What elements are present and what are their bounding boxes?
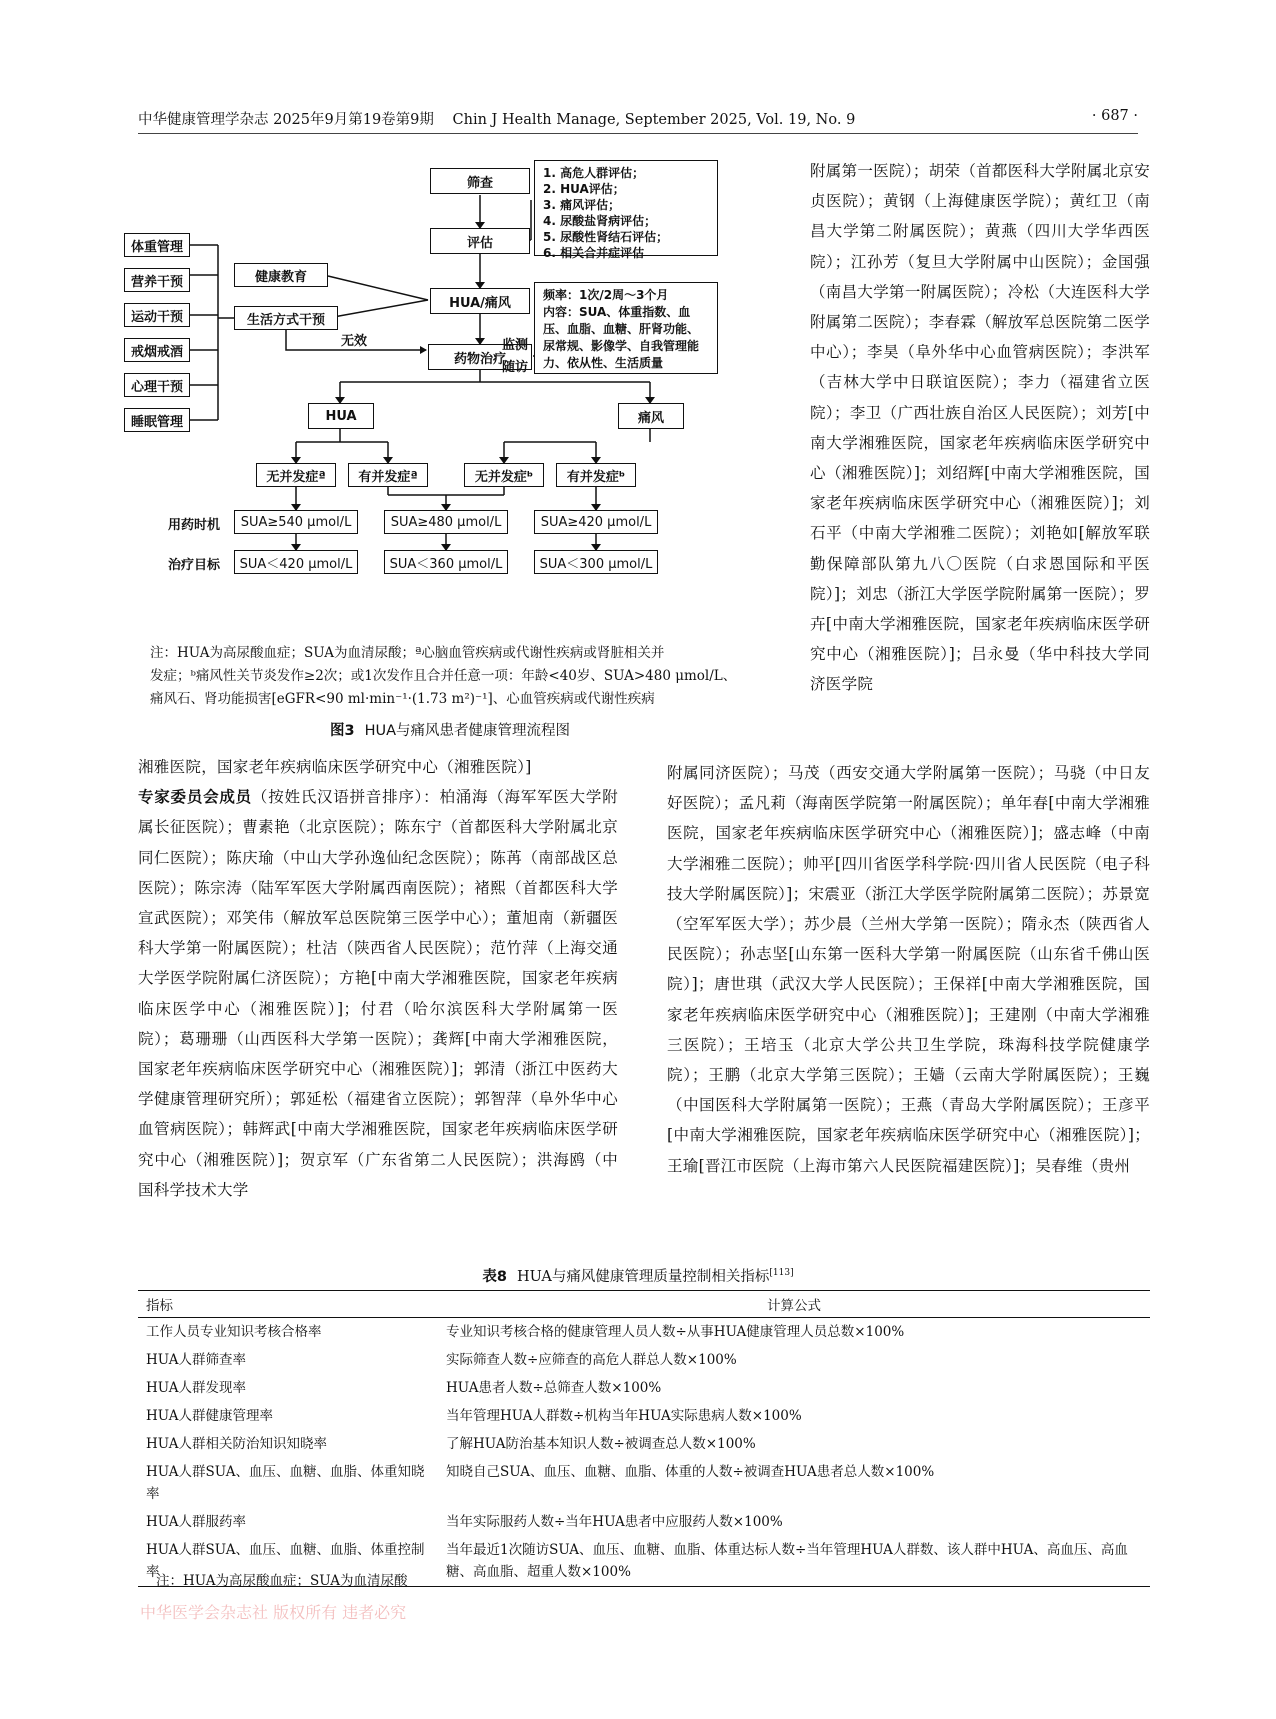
followup-box — [534, 282, 718, 374]
psych-box: 心理干预 — [124, 373, 190, 397]
exercise-box: 运动干预 — [124, 303, 190, 327]
table-row — [138, 1374, 1150, 1402]
smoke-box: 戒烟戒酒 — [124, 338, 190, 362]
table-cell: 了解HUA防治基本知识人数÷被调查总人数×100% — [446, 1436, 756, 1452]
lifestyle-box: 生活方式干预 — [234, 306, 338, 330]
target-300-box: SUA＜300 μmol/L — [534, 550, 658, 574]
header-rule — [138, 133, 1138, 134]
health-edu-box: 健康教育 — [234, 263, 328, 287]
followup-line: 内容：SUA、体重指数、血 — [543, 305, 691, 319]
table-row — [138, 1346, 1150, 1374]
drug-therapy-box: 药物治疗 — [428, 344, 532, 370]
assessment-item: 5. 尿酸性肾结石评估； — [543, 230, 669, 244]
assessment-item: 6. 相关合并症评估 — [543, 246, 645, 260]
figure-caption-text: HUA与痛风患者健康管理流程图 — [364, 723, 571, 739]
table-cell: HUA患者人数÷总筛查人数×100% — [446, 1380, 662, 1396]
table-cell: 专业知识考核合格的健康管理人员人数÷从事HUA健康管理人员总数×100% — [446, 1324, 905, 1340]
paragraph: 附属第一医院）；胡荣（首都医科大学附属北京安贞医院）；黄钢（上海健康医学院）；黄红卫（南昌大学第二附属医院）；黄燕（四川大学华西医院）；江孙芳（复旦大学附属中山医院）；金国强（南昌大学第一附属医院）；冷松（大连医科大学附属第二医院）；李春霖（解放军总医院第二医学中心）；李昊（阜外华中心血管病医院）；李洪军（吉林大学中日联谊医院）；李力（福建省立医院）；李卫（广西壮族自治区人民医院）；刘芳[中南大学湘雅医院，国家老年疾病临床医学研究中心（湘雅医院）]；刘绍辉[中南大学湘雅医院，国家老年疾病临床医学研究中心（湘雅医院）]；刘石平（中南大学湘雅二医院）；刘艳如[解放军联勤保障部队第九八〇医院（白求恩国际和平医院）]；刘忠（浙江大学医学院附属第一医院）；罗卉[中南大学湘雅医院，国家老年疾病临床医学研究中心（湘雅医院）]；吕永曼（华中科技大学同济医学院 — [810, 162, 1150, 694]
figure-note-line: 注：HUA为高尿酸血症；SUA为血清尿酸；ª心脑血管疾病或代谢性疾病或肾脏相关并 — [150, 645, 665, 661]
treatment-target-label: 治疗目标 — [168, 558, 221, 573]
followup-line: 压、血脂、血糖、肝肾功能、 — [543, 322, 700, 336]
table-cell: HUA人群健康管理率 — [146, 1408, 273, 1424]
publisher-watermark: 中华医学会杂志社 版权所有 违者必究 — [140, 1603, 407, 1622]
running-header — [138, 108, 1138, 130]
figure-caption-label: 图3 — [330, 723, 355, 739]
table-cell: HUA人群筛查率 — [146, 1352, 246, 1368]
table-header: 指标 — [138, 1291, 438, 1318]
hua-gout-box: HUA/痛风 — [430, 288, 530, 314]
page-number: · 687 · — [1091, 108, 1138, 124]
table-cell: 工作人员专业知识考核合格率 — [146, 1324, 322, 1340]
with-comp-b-box: 有并发症ᵇ — [556, 463, 636, 487]
committee-list: （按姓氏汉语拼音排序）：柏涌海（海军军医大学附属长征医院）；曹素艳（北京医院）；陈东宁（首都医科大学附属北京同仁医院）；陈庆瑜（中山大学孙逸仙纪念医院）；陈苒（南部战区总医院）；陈宗涛（陆军军医大学附属西南医院）；褚熙（首都医科大学宣武医院）；邓笑伟（解放军总医院第三医学中心）；董旭南（新疆医科大学第一附属医院）；杜洁（陕西省人民医院）；范竹萍（上海交通大学医学院附属仁济医院）；方艳[中南大学湘雅医院，国家老年疾病临床医学中心（湘雅医院）]；付君（哈尔滨医科大学附属第一医院）；葛珊珊（山西医科大学第一医院）；龚辉[中南大学湘雅医院，国家老年疾病临床医学研究中心（湘雅医院）]；郭清（浙江中医药大学健康管理研究所）；郭延松（福建省立医院）；郭智萍（阜外华中心血管病医院）；韩辉武[中南大学湘雅医院，国家老年疾病临床医学研究中心（湘雅医院）]；贺京军（广东省第二人民医院）；洪海鸥（中国科学技术大学 — [138, 788, 618, 1199]
table-row — [138, 1508, 1150, 1536]
monitor-label: 监测 — [502, 338, 529, 353]
table-cell: 当年管理HUA人群数÷机构当年HUA实际患病人数×100% — [446, 1408, 802, 1424]
figure-caption — [330, 719, 730, 740]
ineffective-label: 无效 — [341, 334, 368, 349]
nutrition-box: 营养干预 — [124, 268, 190, 292]
table-cell: 当年实际服药人数÷当年HUA患者中应服药人数×100% — [446, 1514, 783, 1530]
start-420-box: SUA≥420 μmol/L — [534, 510, 658, 534]
assessment-item: 3. 痛风评估； — [543, 198, 621, 212]
table-row — [138, 1430, 1150, 1458]
figure-note-line: 痛风石、肾功能损害[eGFR<90 ml·min⁻¹·(1.73 m²)⁻¹]、心血管疾病或代谢性疾病 — [150, 691, 655, 707]
table-caption — [138, 1265, 1138, 1286]
table-label: 表8 — [482, 1269, 507, 1285]
assessment-item: 1. 高危人群评估； — [543, 166, 645, 180]
journal-en: Chin J Health Manage, September 2025, Vol. 19, No. 9 — [452, 112, 856, 128]
table-cell: HUA人群服药率 — [146, 1514, 246, 1530]
committee-heading: 专家委员会成员 — [138, 788, 252, 807]
table-header-row — [138, 1291, 1150, 1318]
table-cell: 实际筛查人数÷应筛查的高危人群总人数×100% — [446, 1352, 737, 1368]
right-column-top — [810, 156, 1150, 700]
table-cell: HUA人群SUA、血压、血糖、血脂、体重知晓率 — [146, 1464, 425, 1502]
table-cell: HUA人群发现率 — [146, 1380, 246, 1396]
start-540-box: SUA≥540 μmol/L — [234, 510, 358, 534]
assessment-box: 评估 — [430, 228, 530, 254]
assessment-list — [534, 160, 718, 260]
target-360-box: SUA＜360 μmol/L — [384, 550, 508, 574]
figure-note — [150, 642, 790, 711]
followup-line: 力、依从性、生活质量 — [543, 356, 664, 370]
table-row — [138, 1458, 1150, 1508]
table-cell: 当年最近1次随访SUA、血压、血糖、血脂、体重达标人数÷当年管理HUA人群数、该人群中HUA、高血压、高血糖、高血脂、超重人数×100% — [438, 1536, 1150, 1587]
table-header: 计算公式 — [438, 1291, 1150, 1318]
gout-box: 痛风 — [618, 403, 684, 429]
table-title: HUA与痛风健康管理质量控制相关指标 — [517, 1269, 770, 1285]
table-cell: 知晓自己SUA、血压、血糖、血脂、体重的人数÷被调查HUA患者总人数×100% — [446, 1464, 935, 1480]
no-comp-a-box: 无并发症ª — [256, 463, 336, 487]
paragraph: 湘雅医院，国家老年疾病临床医学研究中心（湘雅医院）] — [138, 758, 532, 776]
assessment-item: 4. 尿酸盐肾病评估； — [543, 214, 657, 228]
table-note: 注：HUA为高尿酸血症；SUA为血清尿酸 — [156, 1573, 408, 1589]
sleep-box: 睡眠管理 — [124, 408, 190, 432]
start-480-box: SUA≥480 μmol/L — [384, 510, 508, 534]
followup-line: 尿常规、影像学、自我管理能 — [543, 339, 700, 353]
weight-box: 体重管理 — [124, 233, 190, 257]
flowchart — [130, 160, 798, 635]
right-column-bottom — [667, 758, 1150, 1181]
assessment-item: 2. HUA评估； — [543, 182, 625, 196]
paragraph — [138, 782, 618, 1205]
with-comp-a-box: 有并发症ª — [348, 463, 428, 487]
followup-line: 频率：1次/2周～3个月 — [543, 288, 669, 302]
no-comp-b-box: 无并发症ᵇ — [464, 463, 544, 487]
table-cell: HUA人群SUA、血压、血糖、血脂、体重控制率 — [138, 1536, 438, 1587]
table-row — [138, 1402, 1150, 1430]
followup-label: 随访 — [502, 360, 529, 375]
quality-table — [138, 1290, 1150, 1587]
left-column — [138, 752, 618, 1205]
paragraph: 附属同济医院）；马茂（西安交通大学附属第一医院）；马骁（中日友好医院）；孟凡莉（海南医学院第一附属医院）；单年春[中南大学湘雅医院，国家老年疾病临床医学研究中心（湘雅医院）]；盛志峰（中南大学湘雅二医院）；帅平[四川省医学科学院·四川省人民医院（电子科技大学附属医院）]；宋震亚（浙江大学医学院附属第二医院）；苏景宽（空军军医大学）；苏少晨（兰州大学第一医院）；隋永杰（陕西省人民医院）；孙志坚[山东第一医科大学第一附属医院（山东省千佛山医院）]；唐世琪（武汉大学人民医院）；王保祥[中南大学湘雅医院，国家老年疾病临床医学研究中心（湘雅医院）]；王建刚（中南大学湘雅三医院）；王培玉（北京大学公共卫生学院，珠海科技学院健康学院）；王鹏（北京大学第三医院）；王嫱（云南大学附属医院）；王巍（中国医科大学附属第一医院）；王燕（青岛大学附属医院）；王彦平[中南大学湘雅医院，国家老年疾病临床医学研究中心（湘雅医院）]；王瑜[晋江市医院（上海市第六人民医院福建医院）]；吴春维（贵州 — [667, 764, 1150, 1175]
screening-box: 筛查 — [430, 168, 530, 194]
table-ref: [113] — [769, 1268, 794, 1279]
medication-timing-label: 用药时机 — [168, 518, 221, 533]
table-row — [138, 1318, 1150, 1347]
table-cell: HUA人群相关防治知识知晓率 — [146, 1436, 327, 1452]
target-420-box: SUA＜420 μmol/L — [234, 550, 358, 574]
hua-box: HUA — [308, 403, 374, 429]
journal-cn: 中华健康管理学杂志 2025年9月第19卷第9期 — [138, 112, 434, 128]
figure-note-line: 发症；ᵇ痛风性关节炎发作≥2次；或1次发作且合并任意一项：年龄<40岁、SUA>480 μmol/L、 — [150, 668, 737, 684]
